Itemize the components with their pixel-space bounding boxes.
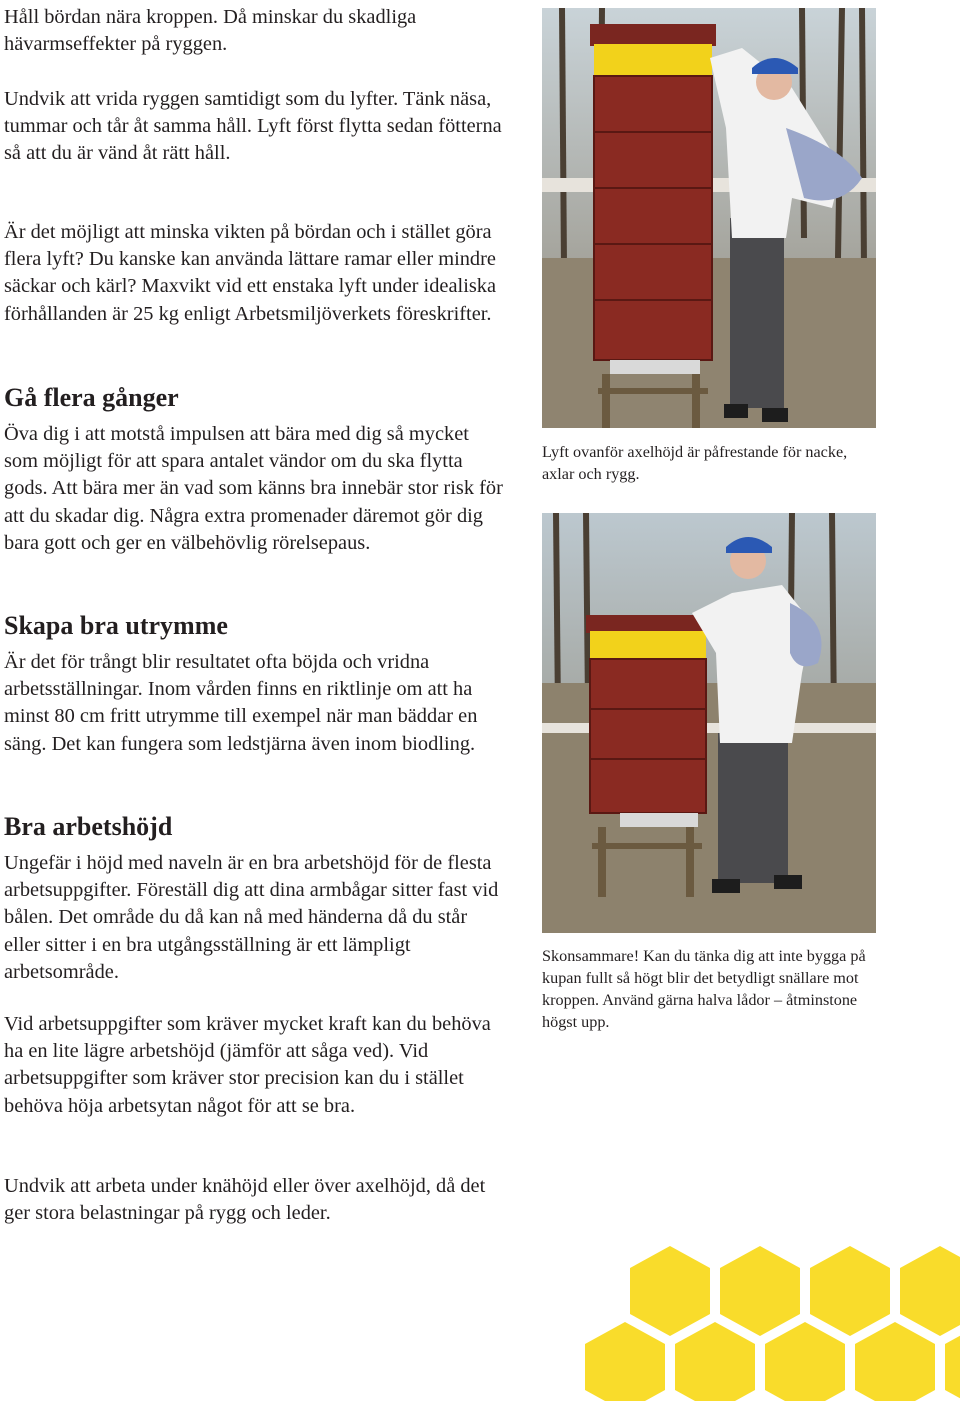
heading-go-multiple-times: Gå flera gånger [4,383,179,412]
paragraph-lift-close: Håll bördan nära kroppen. Då minskar du skadliga hävarmseffekter på ryggen. [4,6,417,56]
photo-caption-1: Lyft ovanför axelhöjd är påfrestande för nacke, axlar och rygg. [542,443,848,483]
honeycomb-decoration [560,1240,960,1401]
paragraph-good-space: Är det för trångt blir resultatet ofta böjda och vridna arbetsställningar. Inom vården finns en riktlinje om att ha minst 80 cm fritt utrymme till exempel när man bäddar en säng. Det kan fungera som ledstjärna även inom biodling. [4,651,478,755]
paragraph-work-height-3: Undvik att arbeta under knähöjd eller över axelhöjd, då det ger stora belastningar på rygg och leder. [4,1175,486,1225]
heading-work-height: Bra arbetshöjd [4,812,173,841]
paragraph-work-height-2: Vid arbetsuppgifter som kräver mycket kraft kan du behöva ha en lite lägre arbetshöjd (jämför att såga ved). Vid arbetsuppgifter som kräver stor precision kan du i stället behöva höja arbetsytan något för att se bra. [4,1013,491,1117]
paragraph-go-multiple-times: Öva dig i att motstå impulsen att bära med dig så mycket som möjligt för att spara antalet vändor om du ska flytta gods. Att bära mer än vad som känns bra innebär stor risk för att du skadar dig. Några extra promenader däremot gör dig bara gott och ger en välbehövlig rörelsepaus. [4,423,503,554]
photo-low-hive-lift [542,513,876,933]
paragraph-reduce-weight: Är det möjligt att minska vikten på bördan och i stället göra flera lyft? Du kanske kan använda lättare ramar eller mindre säckar och kärl? Maxvikt vid ett enstaka lyft under idealiska förhållanden är 25 kg enligt Arbetsmiljöverkets föreskrifter. [4,221,497,325]
photo-tall-hive-lift [542,8,876,428]
paragraph-avoid-twist: Undvik att vrida ryggen samtidigt som du lyfter. Tänk näsa, tummar och tår åt samma håll. Lyft först flytta sedan fötterna så att du är vänd åt rätt håll. [4,88,502,165]
paragraph-work-height-1: Ungefär i höjd med naveln är en bra arbetshöjd för de flesta arbetsuppgifter. Föreställ dig att dina armbågar sitter fast vid bålen. Det område du då kan nå med händerna då du står eller sitter i en bra utgångsställning är ett lämpligt arbetsområde. [4,852,499,983]
heading-good-space: Skapa bra utrymme [4,611,228,640]
photo-caption-2: Skonsammare! Kan du tänka dig att inte bygga på kupan fullt så högt blir det betydligt snällare mot kroppen. Använd gärna halva lådor – åtminstone högst upp. [542,947,866,1031]
